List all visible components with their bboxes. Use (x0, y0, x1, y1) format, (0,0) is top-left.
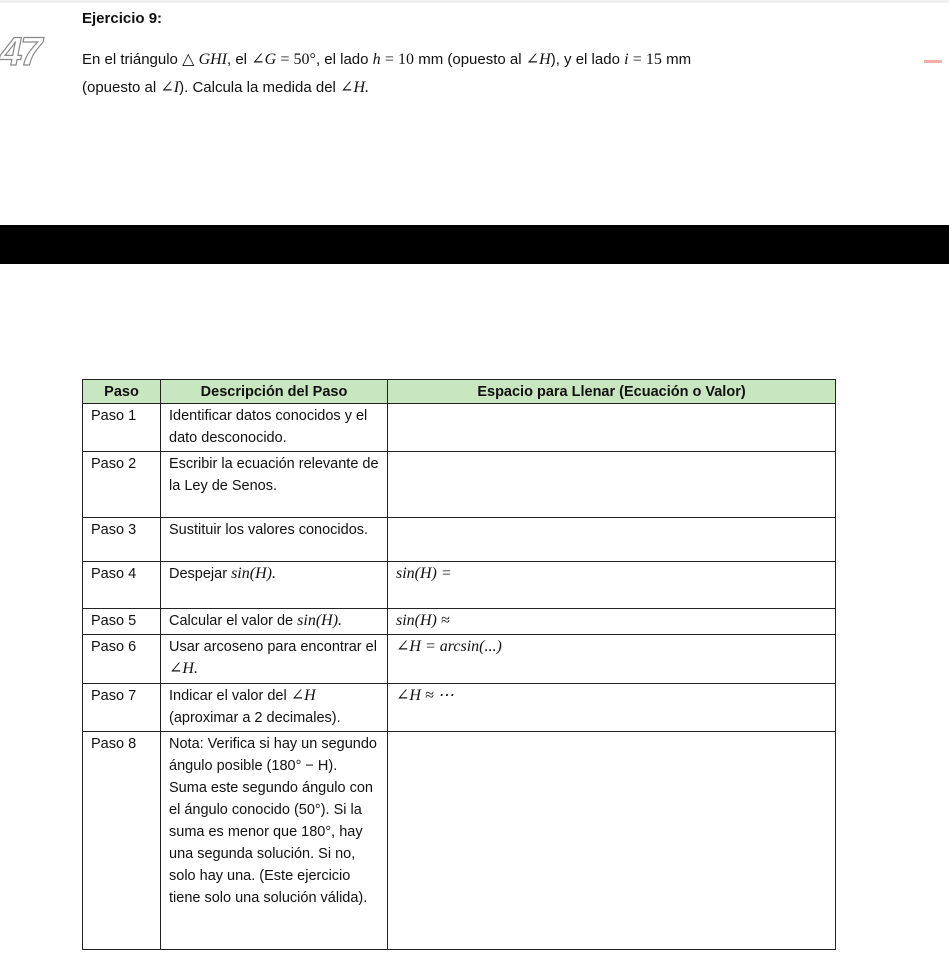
answer-cell[interactable] (388, 404, 836, 452)
step-label: Paso 1 (83, 404, 161, 452)
exercise-title: Ejercicio 9: (82, 10, 163, 27)
table-row (83, 562, 836, 609)
angle-g: ∠G (251, 51, 277, 68)
step-description: Calcular el valor de sin(H). (161, 609, 388, 635)
answer-cell[interactable]: ∠H ≈ ⋯ (388, 684, 836, 732)
problem-statement: En el triángulo △ GHI, el ∠G = 50°, el lado h = 10 mm (opuesto al ∠H), y el lado i = 15 mm (opuesto al ∠I). Calcula la medida del ∠H. (82, 51, 692, 96)
side-i-value: 15 (645, 51, 662, 68)
step-label: Paso 5 (83, 609, 161, 635)
step-description: Nota: Verifica si hay un segundo ángulo posible (180° − H). Suma este segundo ángulo con el ángulo conocido (50°). Si la suma es menor que 180°, hay una segunda solución. Si no, solo hay una. (Este ejercicio tiene solo una solución válida). (161, 732, 388, 950)
answer-cell[interactable] (388, 732, 836, 950)
target-angle: ∠H. (340, 79, 370, 96)
triangle-name: GHI (198, 51, 227, 68)
step-description: Indicar el valor del ∠H (aproximar a 2 decimales). (161, 684, 388, 732)
page-number: 47 (0, 30, 41, 74)
table-row (83, 635, 836, 684)
step-label: Paso 3 (83, 518, 161, 562)
table-row (83, 684, 836, 732)
table-row (83, 609, 836, 635)
redaction-bar (0, 225, 949, 264)
step-description: Despejar sin(H). (161, 562, 388, 609)
header-step: Paso (83, 380, 161, 404)
table-row (83, 732, 836, 950)
table-row (83, 518, 836, 562)
answer-cell[interactable]: sin(H) ≈ (388, 609, 836, 635)
answer-cell[interactable] (388, 518, 836, 562)
table-header-row (83, 380, 836, 404)
step-label: Paso 8 (83, 732, 161, 950)
angle-g-value: 50° (293, 51, 316, 68)
step-description: Escribir la ecuación relevante de la Ley de Senos. (161, 452, 388, 518)
step-label: Paso 6 (83, 635, 161, 684)
step-label: Paso 4 (83, 562, 161, 609)
answer-cell[interactable]: ∠H = arcsin(...) (388, 635, 836, 684)
header-fill-space: Espacio para Llenar (Ecuación o Valor) (388, 380, 836, 404)
step-label: Paso 2 (83, 452, 161, 518)
side-i: i (624, 51, 629, 68)
side-h-value: 10 (398, 51, 415, 68)
side-h: h (372, 51, 381, 68)
step-description: Usar arcoseno para encontrar el ∠H. (161, 635, 388, 684)
top-divider (0, 0, 949, 3)
answer-cell[interactable] (388, 452, 836, 518)
step-description: Identificar datos conocidos y el dato desconocido. (161, 404, 388, 452)
step-label: Paso 7 (83, 684, 161, 732)
step-description: Sustituir los valores conocidos. (161, 518, 388, 562)
triangle-symbol: △ (182, 51, 195, 68)
table-row (83, 452, 836, 518)
header-description: Descripción del Paso (161, 380, 388, 404)
margin-mark (924, 60, 942, 63)
steps-table (82, 379, 836, 950)
answer-cell[interactable]: sin(H) = (388, 562, 836, 609)
table-row (83, 404, 836, 452)
